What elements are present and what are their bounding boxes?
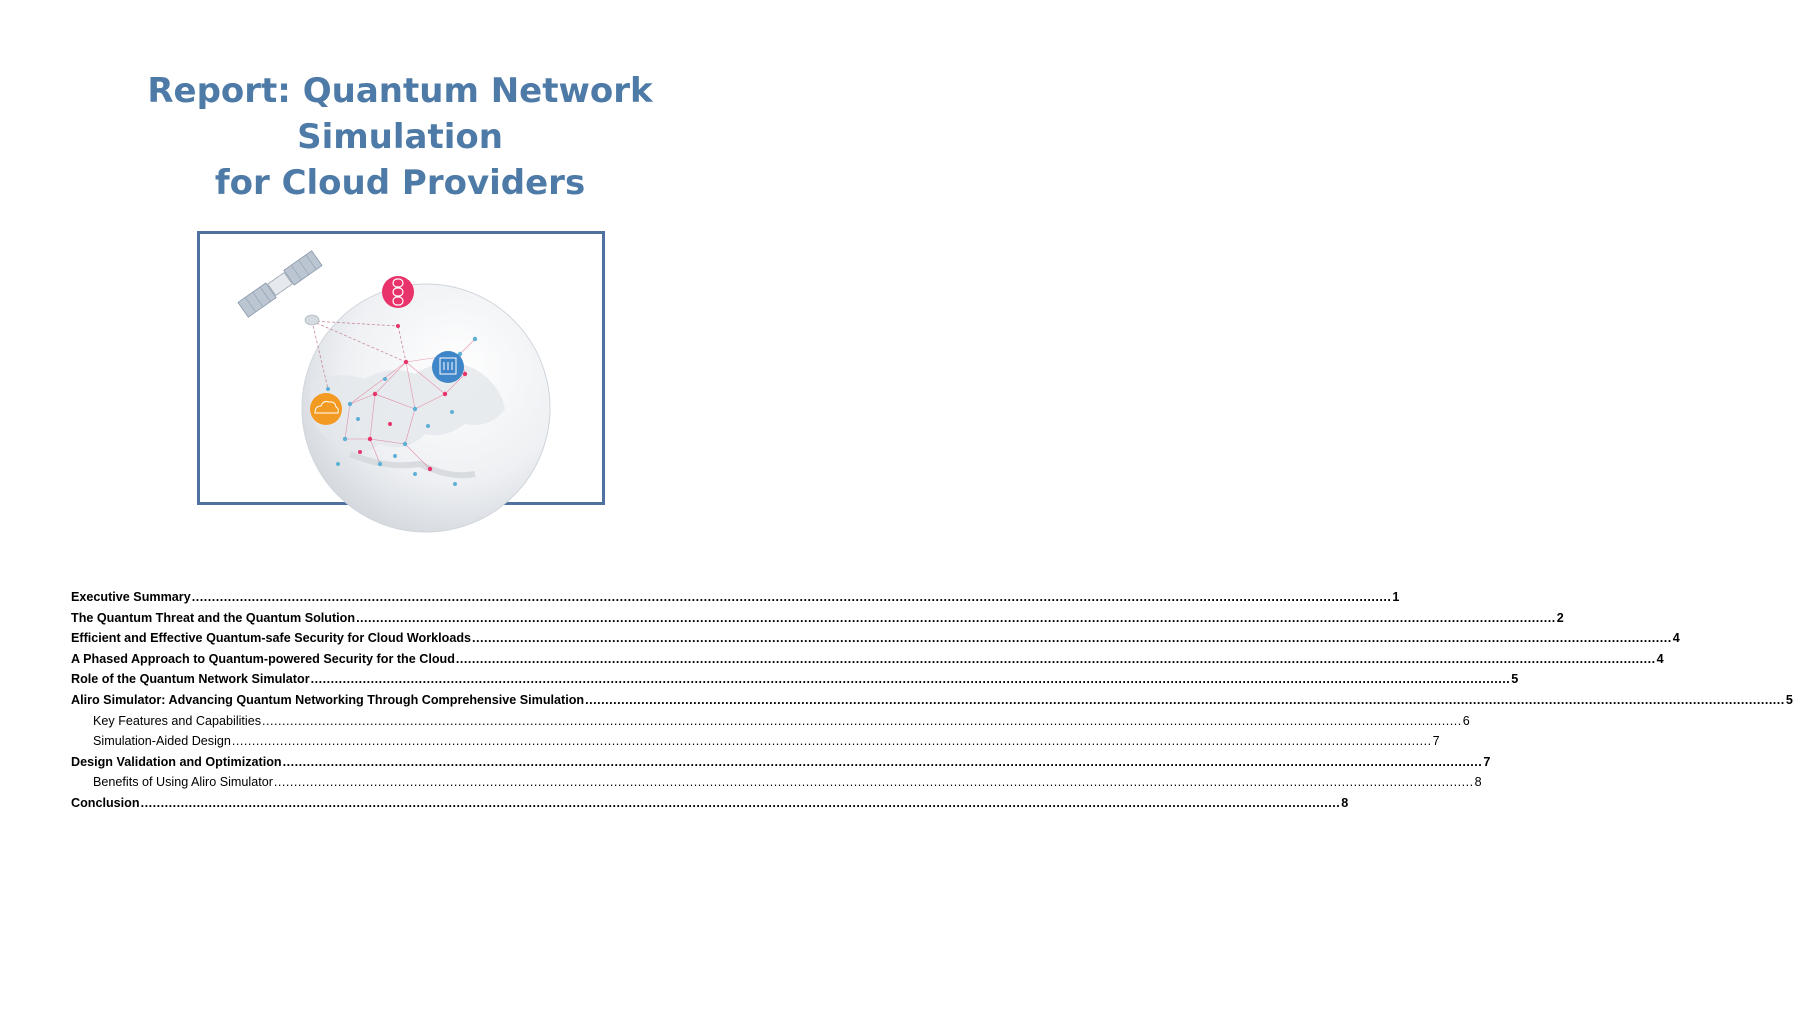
toc-leader-dots: ............................................................................................................................................................................................................................................................................................................ <box>231 734 1432 749</box>
title-line-2: for Cloud Providers <box>214 163 586 203</box>
toc-entry-title: Efficient and Effective Quantum-safe Security for Cloud Workloads <box>71 631 472 646</box>
toc-entry[interactable] <box>71 713 1470 735</box>
toc-entry[interactable] <box>71 795 1349 817</box>
toc-leader-dots: ............................................................................................................................................................................................................................................................................................................ <box>282 754 1483 769</box>
toc-entry-title: Key Features and Capabilities <box>93 713 262 728</box>
toc-leader-dots: ............................................................................................................................................................................................................................................................................................................ <box>472 631 1672 646</box>
toc-leader-dots: ............................................................................................................................................................................................................................................................................................................ <box>585 692 1785 707</box>
antenna-dish-icon <box>305 315 319 325</box>
toc-entry[interactable] <box>71 590 1400 611</box>
toc-entry-page: 4 <box>1672 631 1680 646</box>
toc-entry-page: 7 <box>1483 754 1491 769</box>
toc-entry-title: Design Validation and Optimization <box>71 754 282 769</box>
toc-entry-page: 8 <box>1341 795 1349 810</box>
toc-entry-title: Aliro Simulator: Advancing Quantum Networking Through Comprehensive Simulation <box>71 692 585 707</box>
toc-leader-dots: ............................................................................................................................................................................................................................................................................................................ <box>191 590 1392 604</box>
chain-icon <box>382 276 414 308</box>
toc-leader-dots: ............................................................................................................................................................................................................................................................................................................ <box>273 775 1474 790</box>
toc-leader-dots: ............................................................................................................................................................................................................................................................................................................ <box>140 795 1341 810</box>
title-line-1: Report: Quantum Network Simulation <box>147 71 653 157</box>
toc-entry-title: Executive Summary <box>71 590 191 604</box>
toc-entry-page: 5 <box>1511 672 1519 687</box>
cloud-icon <box>310 393 342 425</box>
toc-leader-dots: ............................................................................................................................................................................................................................................................................................................ <box>455 651 1656 666</box>
toc-entry-title: A Phased Approach to Quantum-powered Security for the Cloud <box>71 651 455 666</box>
toc-entry-page: 6 <box>1462 713 1470 728</box>
satellite-icon <box>238 251 322 317</box>
report-title <box>40 68 760 206</box>
toc-entry-page: 1 <box>1392 590 1400 604</box>
toc-entry-title: Simulation-Aided Design <box>93 734 231 749</box>
toc-entry-page: 5 <box>1785 692 1793 707</box>
toc-entry-title: The Quantum Threat and the Quantum Solution <box>71 610 356 625</box>
toc-entry-title: Benefits of Using Aliro Simulator <box>93 775 273 790</box>
toc-leader-dots: ............................................................................................................................................................................................................................................................................................................ <box>310 672 1511 687</box>
toc-entry[interactable] <box>71 754 1491 776</box>
toc-entry[interactable] <box>71 610 1564 632</box>
server-icon <box>432 351 464 383</box>
quantum-network-globe-illustration <box>200 234 602 502</box>
table-of-contents <box>71 590 1793 817</box>
toc-entry[interactable] <box>71 775 1482 796</box>
toc-entry-title: Role of the Quantum Network Simulator <box>71 672 310 687</box>
toc-entry-page: 2 <box>1556 610 1564 625</box>
toc-entry[interactable] <box>71 672 1519 693</box>
toc-entry-page: 8 <box>1474 775 1482 790</box>
toc-entry[interactable] <box>71 631 1680 652</box>
cover-illustration <box>197 231 605 505</box>
toc-entry-title: Conclusion <box>71 795 140 810</box>
toc-entry[interactable] <box>71 734 1440 755</box>
toc-leader-dots: ............................................................................................................................................................................................................................................................................................................ <box>262 713 1462 728</box>
toc-leader-dots: ............................................................................................................................................................................................................................................................................................................ <box>356 610 1556 625</box>
toc-entry[interactable] <box>71 692 1793 714</box>
toc-entry-page: 4 <box>1656 651 1664 666</box>
toc-entry-page: 7 <box>1432 734 1440 749</box>
toc-entry[interactable] <box>71 651 1664 673</box>
